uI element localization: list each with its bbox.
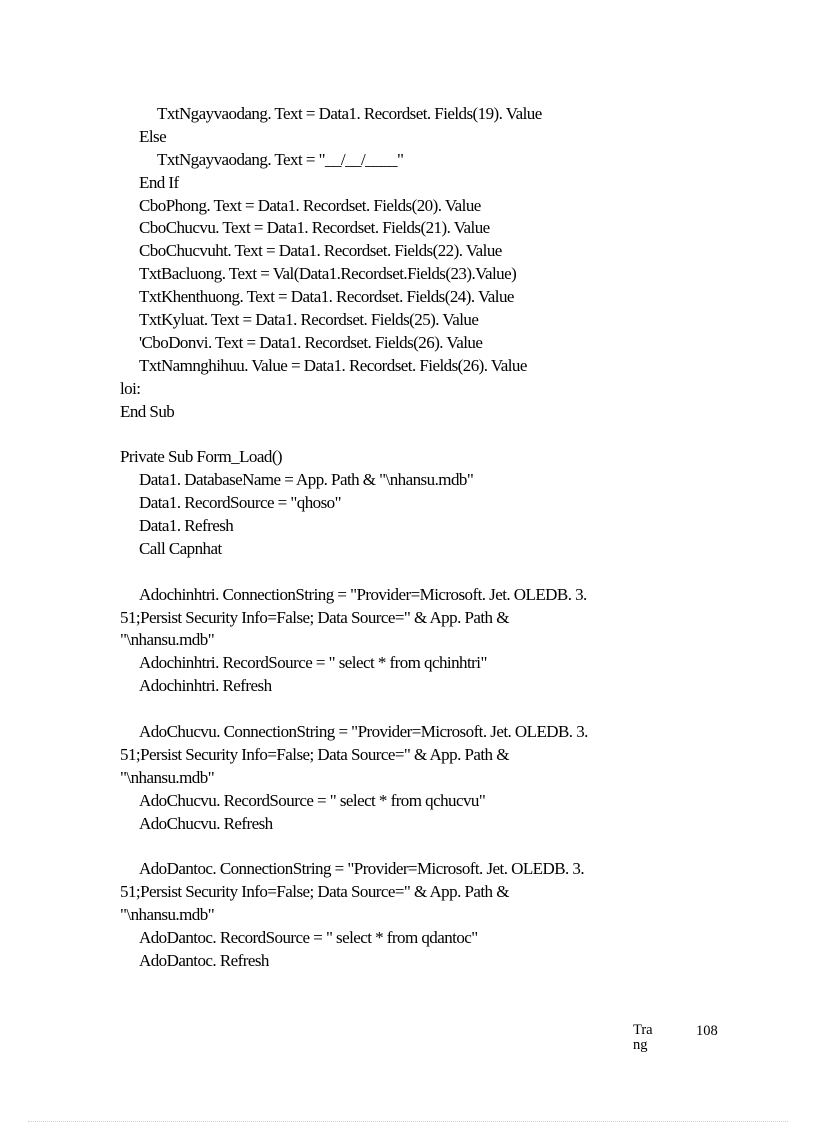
code-line: Call Capnhat bbox=[139, 538, 222, 558]
code-line: AdoDantoc. ConnectionString = "Provider=Microsoft. Jet. OLEDB. 3. bbox=[139, 859, 585, 879]
blank-line bbox=[120, 836, 700, 859]
blank-line bbox=[120, 561, 700, 584]
code-line: CboPhong. Text = Data1. Recordset. Fields(20). Value bbox=[139, 195, 481, 215]
code-line: Data1. Refresh bbox=[139, 516, 234, 536]
code-listing bbox=[120, 103, 700, 973]
footer-page-number: 108 bbox=[696, 1023, 718, 1039]
code-line: TxtNgayvaodang. Text = "__/__/____" bbox=[157, 149, 404, 169]
code-line: Adochinhtri. ConnectionString = "Provider=Microsoft. Jet. OLEDB. 3. bbox=[139, 584, 587, 604]
code-line: End Sub bbox=[120, 401, 175, 421]
code-line: "\nhansu.mdb" bbox=[120, 630, 215, 650]
code-line: 51;Persist Security Info=False; Data Source=" & App. Path & bbox=[120, 882, 509, 902]
code-line: AdoDantoc. Refresh bbox=[139, 950, 269, 970]
code-line: loi: bbox=[120, 378, 141, 398]
code-line: TxtNgayvaodang. Text = Data1. Recordset. Fields(19). Value bbox=[157, 104, 542, 123]
footer-page-label: Trang bbox=[633, 1023, 653, 1053]
code-line: 51;Persist Security Info=False; Data Source=" & App. Path & bbox=[120, 607, 509, 627]
code-line: Data1. RecordSource = "qhoso" bbox=[139, 493, 342, 513]
code-line: CboChucvu. Text = Data1. Recordset. Fields(21). Value bbox=[139, 218, 490, 238]
code-line: AdoChucvu. Refresh bbox=[139, 813, 273, 833]
code-line: CboChucvuht. Text = Data1. Recordset. Fields(22). Value bbox=[139, 241, 502, 261]
code-line: AdoDantoc. RecordSource = " select * from qdantoc" bbox=[139, 928, 478, 948]
code-line: AdoChucvu. RecordSource = " select * from qchucvu" bbox=[139, 790, 486, 810]
code-line: AdoChucvu. ConnectionString = "Provider=Microsoft. Jet. OLEDB. 3. bbox=[139, 722, 588, 742]
code-line: TxtKyluat. Text = Data1. Recordset. Fields(25). Value bbox=[139, 310, 479, 330]
code-line: 51;Persist Security Info=False; Data Source=" & App. Path & bbox=[120, 744, 509, 764]
code-line: Adochinhtri. RecordSource = " select * from qchinhtri" bbox=[139, 653, 487, 673]
code-line: TxtBacluong. Text = Val(Data1.Recordset.Fields(23).Value) bbox=[139, 264, 517, 284]
blank-line bbox=[120, 423, 700, 446]
code-line: TxtNamnghihuu. Value = Data1. Recordset. Fields(26). Value bbox=[139, 355, 527, 375]
code-line: Else bbox=[139, 126, 167, 146]
code-line: Data1. DatabaseName = App. Path & "\nhansu.mdb" bbox=[139, 470, 474, 490]
code-line: 'CboDonvi. Text = Data1. Recordset. Fields(26). Value bbox=[139, 332, 483, 352]
blank-line bbox=[120, 698, 700, 721]
code-line: Adochinhtri. Refresh bbox=[139, 676, 272, 696]
code-line: TxtKhenthuong. Text = Data1. Recordset. Fields(24). Value bbox=[139, 287, 514, 307]
code-line: "\nhansu.mdb" bbox=[120, 905, 215, 925]
code-line: "\nhansu.mdb" bbox=[120, 767, 215, 787]
code-line: End If bbox=[139, 172, 179, 192]
page-bottom-rule bbox=[28, 1121, 788, 1122]
code-line: Private Sub Form_Load() bbox=[120, 447, 283, 467]
